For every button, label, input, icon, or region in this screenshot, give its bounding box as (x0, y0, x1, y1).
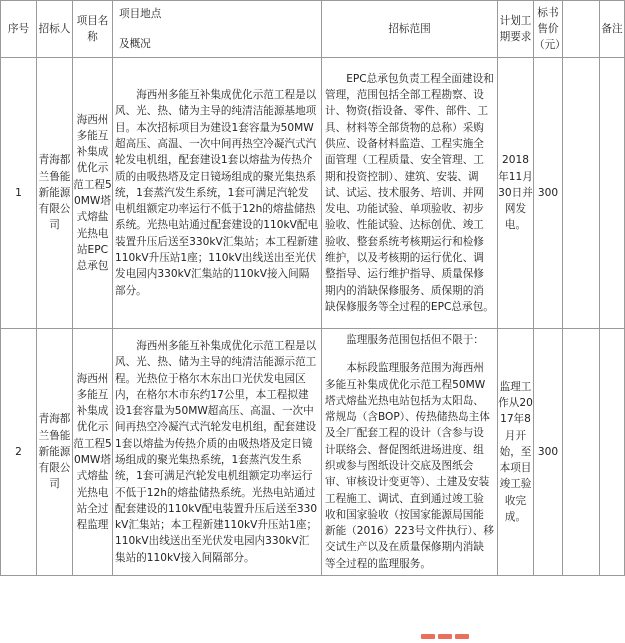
header-no: 序号 (1, 1, 37, 58)
header-location-line2: 及概况 (119, 38, 151, 50)
row-project: 海西州多能互补集成优化示范工程50MW塔式熔盐光热电站全过程监理 (73, 329, 113, 576)
row-schedule: 监理工作从2017年8月开始，至本项目竣工验收完成。 (498, 329, 534, 576)
row-no: 2 (1, 329, 37, 576)
row-bidder: 青海都兰鲁能新能源有限公司 (37, 58, 73, 329)
header-bidder: 招标人 (37, 1, 73, 58)
row-remark (600, 329, 625, 576)
row-empty (563, 58, 600, 329)
header-price: 标书售价（元） (534, 1, 563, 58)
header-location (113, 1, 322, 58)
row-price: 300 (534, 329, 563, 576)
row-description: 海西州多能互补集成优化示范工程是以风、光、热、储为主导的纯清洁能源示范工程。光热位于格尔木东出口光伏发电园区内，在格尔木市东约17公里，本工程拟建设1套容量为50MW超高压、高温、一次中间再热空冷凝汽式汽轮发电机组，配套建设1套以熔盐为传热介质的由吸热塔及定日镜场组成的聚光集热系统，1套蒸汽发生系统，1套可满足汽轮发电机组额定功率运行不低于12h的熔盐储热系统。光热电站通过配套建设的110kV配电装置升压后送至330kV汇集站；本工程新建110kV升压站1座；110kV出线送出至光伏发电园内330kV汇集站的110kV接入间隔部分。 (113, 329, 322, 576)
header-price-sub (563, 1, 600, 58)
header-project: 项目名称 (73, 1, 113, 58)
table-row (1, 58, 625, 329)
row-description: 海西州多能互补集成优化示范工程是以风、光、热、储为主导的纯清洁能源基地项目。本次招标项目为建设1套容量为50MW超高压、高温、一次中间再热空冷凝汽式汽轮发电机组，配套建设1套以熔盐为传热介质的由吸热塔及定日镜场组成的聚光集热系统，1套蒸汽发生系统，1套可满足汽轮发电机组额定功率运行不低于12h的熔盐储热系统。光热电站通过配套建设的110kV配电装置升压后送至330kV汇集站；本工程新建110kV升压站1座；110kV出线送出至光伏发电园内330kV汇集站的110kV接入间隔部分。 (113, 58, 322, 329)
row-schedule: 2018年11月30日并网发电。 (498, 58, 534, 329)
header-scope: 招标范围 (322, 1, 498, 58)
header-location-line1: 项目地点 (119, 7, 162, 20)
header-remark: 备注 (600, 1, 625, 58)
header-row (1, 1, 625, 58)
row-project: 海西州多能互补集成优化示范工程50MW塔式熔盐光热电站EPC总承包 (73, 58, 113, 329)
row-no: 1 (1, 58, 37, 329)
row-remark (600, 58, 625, 329)
row-scope-text: 本标段监理服务范围为海西州多能互补集成优化示范工程50MW塔式熔盐光热电站包括为太阳岛、常规岛（含BOP）、传热储热岛主体及全厂配套工程的设计（含参与设计联络会、督促图纸进场进度、组织或参与图纸设计交底及图纸会审、审核设计变更等）、土建及安装工程施工、调试、直到通过竣工验收和国家验收（按国家能源局国能新能（2016）223号文件执行）、移交试生产以及在质量保修期内消缺等全过程的监理服务。 (325, 362, 495, 570)
table-row (1, 329, 625, 576)
row-bidder: 青海都兰鲁能新能源有限公司 (37, 329, 73, 576)
row-scope: EPC总承包负责工程全面建设和管理，范围包括全部工程勘察、设计、物资(指设备、零件、部件、工具、材料等全部货物的总称）采购供应、设备材料监造、工程实施全面管理（工程质量、安全管理、工期和投资控制）、建筑、安装、调试、试运、技术服务、培训、并网发电、功能试验、单项验收、初步验收、性能试验、达标创优、竣工验收、整套系统考核期运行和检修维护，以及考核期的运行优化、调整指导、运行维护指导、质量保修期内的消缺保修服务、质保期的消缺保修服务等全过程的EPC总承包。 (322, 58, 498, 329)
row-scope-intro: 监理服务范围包括但不限于： (346, 333, 484, 346)
row-scope (322, 329, 498, 576)
row-empty (563, 329, 600, 576)
row-price: 300 (534, 58, 563, 329)
header-schedule: 计划工期要求 (498, 1, 534, 58)
watermark-mark (421, 624, 477, 630)
